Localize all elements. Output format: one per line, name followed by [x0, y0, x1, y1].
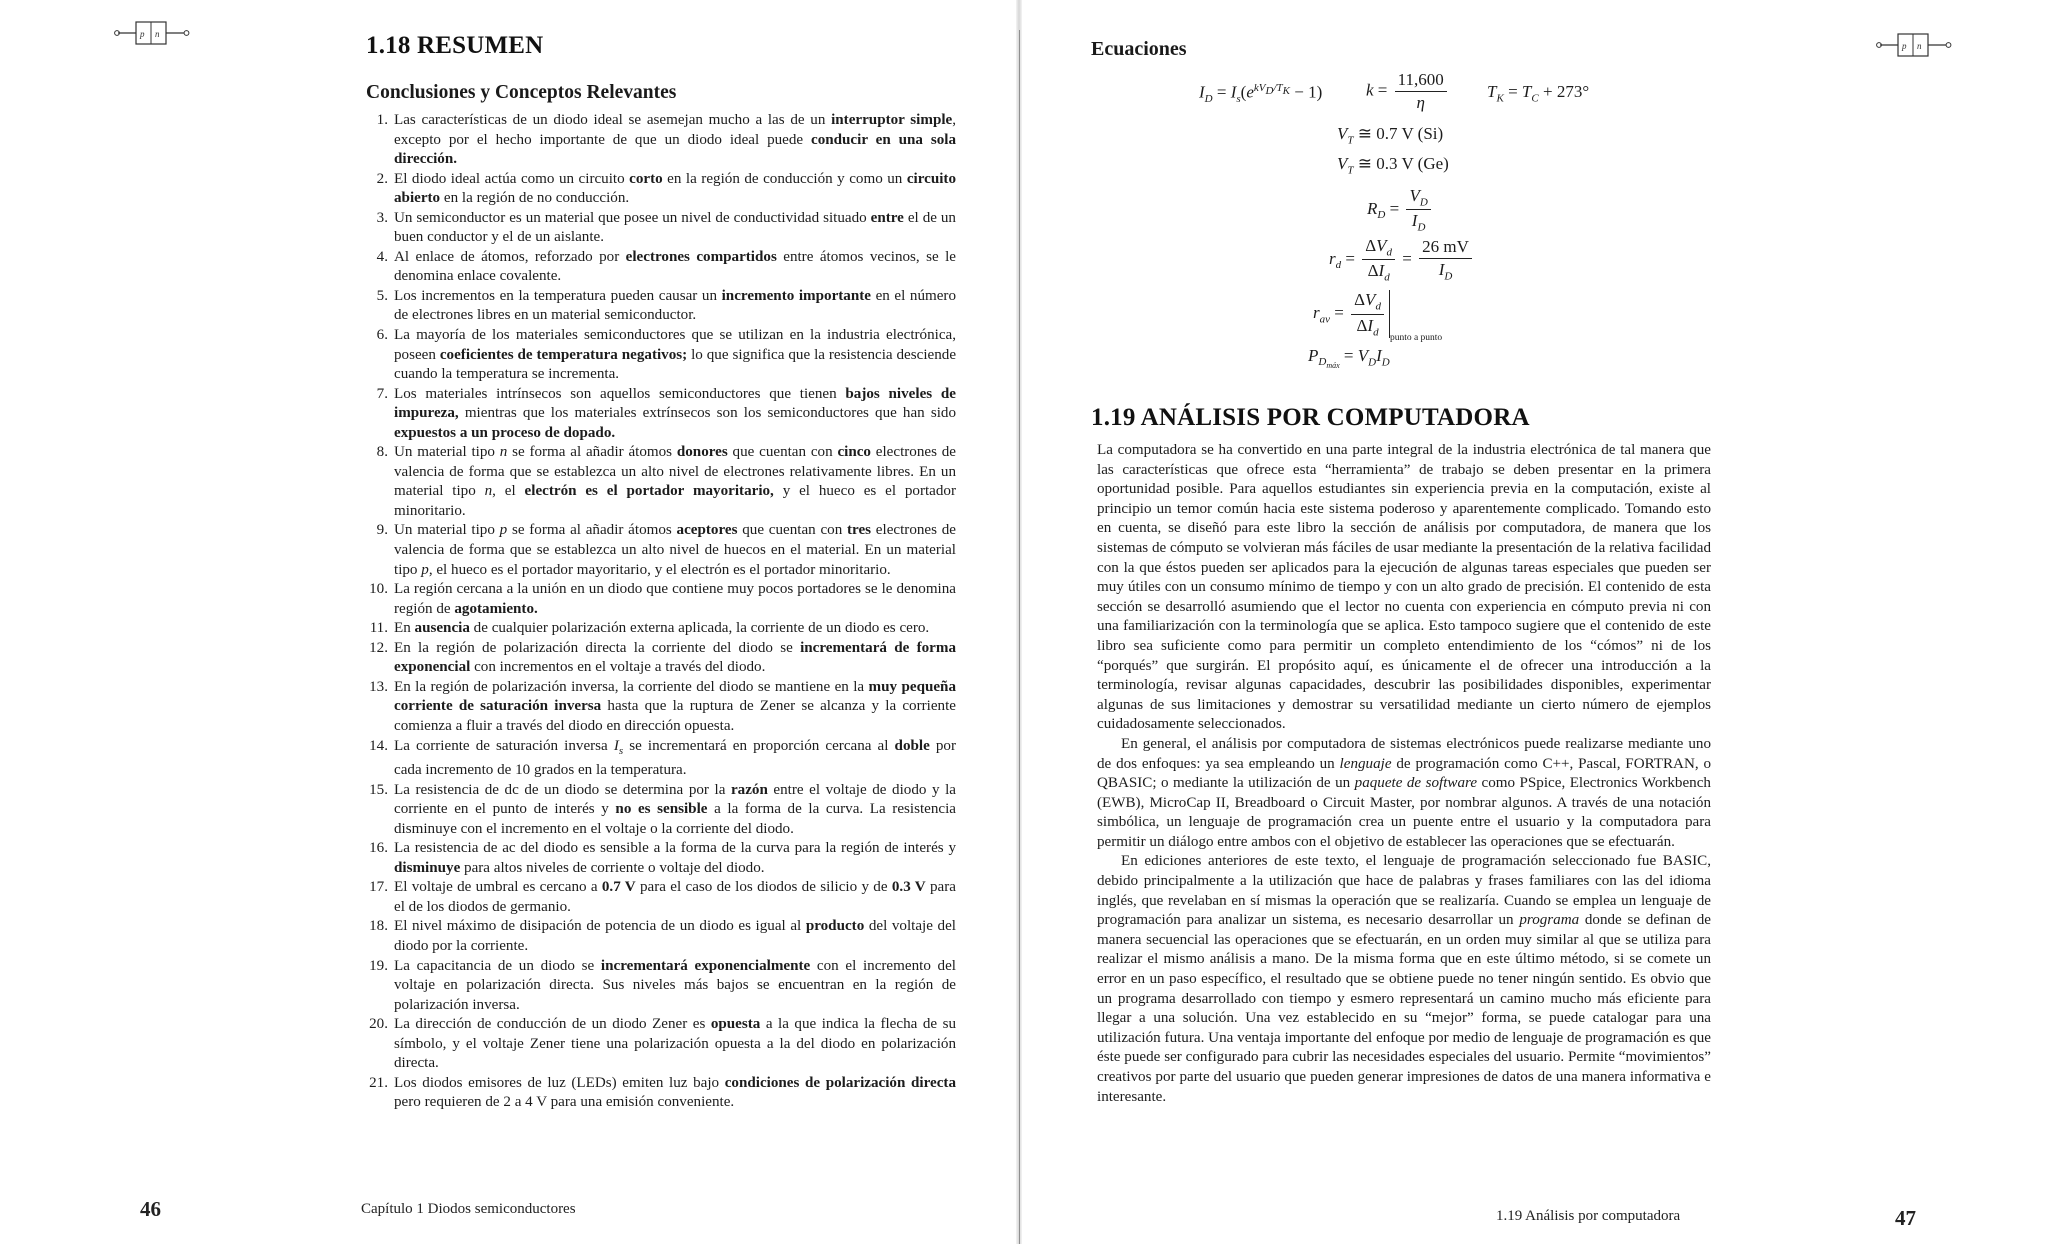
subheading-conclusiones: Conclusiones y Conceptos Relevantes — [366, 82, 677, 103]
conclusion-item — [366, 678, 956, 737]
conclusion-number: 15. — [369, 781, 388, 798]
pn-diode-icon — [112, 18, 192, 48]
conclusion-text: En ausencia de cualquier polarización externa aplicada, la corriente de un diodo es cero. — [394, 620, 930, 637]
conclusion-number: 17. — [369, 879, 388, 896]
conclusion-number: 9. — [376, 522, 388, 539]
conclusion-number: 6. — [376, 327, 388, 344]
conclusion-text: La capacitancia de un diodo se incrementará exponencialmente con el incremento del voltaje en polarización directa. Sus niveles más bajos se encuentran en la región de polarización inversa. — [394, 957, 956, 1013]
vt-ge-value: 0.3 V (Ge) — [1376, 154, 1449, 173]
conclusion-number: 2. — [376, 170, 388, 187]
diode-n-label: n — [155, 29, 160, 39]
conclusion-text: La corriente de saturación inversa $I_s$ se incrementará en proporción cercana al doble por cada incremento de 10 grados en la temperatura. — [394, 737, 956, 779]
vt-si-value: 0.7 V (Si) — [1376, 124, 1444, 143]
conclusion-item — [366, 619, 956, 639]
conclusion-text: El diodo ideal actúa como un circuito corto en la región de conducción y como un circuito abierto en la región de no conducción. — [394, 170, 957, 207]
conclusion-text: Los materiales intrínsecos son aquellos semiconductores que tienen bajos niveles de impureza, mientras que los materiales extrínsecos son los semiconductores que han sido expuestos a un proceso de dopado. — [394, 385, 956, 441]
conclusion-number: 14. — [369, 737, 388, 754]
conclusion-number: 10. — [369, 581, 388, 598]
conclusion-number: 11. — [369, 620, 388, 637]
conclusion-text: Al enlace de átomos, reforzado por electrones compartidos entre átomos vecinos, se le denomina enlace covalente. — [394, 248, 956, 285]
equation-dc-resistance: $R_D$ = $\frac{V_D}{I_D}$ — [1367, 186, 1434, 234]
page-number-left: 46 — [140, 1197, 161, 1221]
conclusion-item — [366, 287, 956, 326]
conclusion-item — [366, 639, 956, 678]
body-paragraph: En ediciones anteriores de este texto, el lenguaje de programación seleccionado fue BASIC, debido principalmente a la utilización que hace de palabras y frases familiares con las del idioma inglés, que revelaban en sí mismas la operación que se realizaría. Cuando se emplea un lenguaje de programación para analizar un sistema, es necesario desarrollar un programa donde se definan de manera secuencial las operaciones que se efectuarán, en un orden muy similar al que se utiliza para realizar el mismo análisis a mano. De la misma forma que en este último método, si se comete un error en un paso específico, el resultado que se obtiene puede no tener ningún sentido. Es obvio que un programa desarrollado con tiempo y esmero representará un camino mucho más eficiente para llegar a una solución. Una vez establecido en su “mejor” forma, se puede catalogar para una utilización futura. Una ventaja importante del enfoque por medio de lenguaje de programación es que éste puede ser configurado para cubrir las necesidades especiales del usuario. Permite “movimientos” creativos por parte del usuario que pueden generar impresiones de datos de una manera informativa e interesante. — [1097, 853, 1711, 1105]
conclusion-item — [366, 170, 956, 209]
conclusion-number: 20. — [369, 1016, 388, 1033]
conclusion-number: 1. — [376, 112, 388, 128]
conclusion-number: 8. — [376, 444, 388, 461]
conclusion-number: 5. — [376, 287, 388, 304]
conclusion-item — [366, 878, 956, 917]
equation-vt-germanium: $V_T$ ≅ 0.3 V (Ge) — [1337, 154, 1449, 177]
conclusion-text: La resistencia de ac del diodo es sensible a la forma de la curva para la región de interés y disminuye para altos niveles de corriente o voltaje del diodo. — [394, 840, 956, 876]
conclusion-text: La resistencia de dc de un diodo se determina por la razón entre el voltaje de diodo y la corriente en el punto de interés y no es sensible a la forma de la curva. La resistencia disminuye con el incremento en el voltaje o la corriente del diodo. — [394, 781, 957, 837]
footer-section: 1.19 Análisis por computadora — [1496, 1208, 1681, 1224]
rav-note: punto a punto — [1389, 332, 1443, 343]
conclusion-number: 7. — [376, 385, 388, 402]
conclusion-number: 18. — [369, 918, 388, 935]
body-paragraph: La computadora se ha convertido en una parte integral de la industria electrónica de tal manera que las características que ofrece esta “herramienta” de trabajo se deben presentar en la primera oportunidad posible. Para aquellos estudiantes sin experiencia previa en la computación, existe al principio un temor común hacia este sistema poderoso y aparentemente complicado. Tomando esto en cuenta, se diseñó para este libro la sección de análisis por computadora, de manera que los sistemas de cómputo se volvieran más fáciles de usar mediante la presentación de la relativa facilidad con la que éstos pueden ser aplicados para la ejecución de algunas tareas especiales que pueden ser muy útiles con un consumo mínimo de tiempo y con un alto grado de precisión. El contenido de esta sección se desarrolló asumiendo que el lector no cuenta con experiencia en cómputo previa ni con una familiarización con la terminología que se aplica. Esto tampoco sugiere que el contenido de este libro sea suficiente como para permitir un completo entendimiento de los “cómos” ni de los “porqués” que surgirán. El propósito aquí, es únicamente el de ofrecer una introducción a la terminología, revisar algunas capacidades, descubrir las posibilidades disponibles, experimentar algunas de sus limitaciones y demostrar su versatilidad mediante un cierto número de ejemplos cuidadosamente seleccionados. — [1097, 442, 1711, 733]
conclusion-item — [366, 248, 956, 287]
conclusion-item — [366, 443, 956, 521]
equations-heading: Ecuaciones — [1091, 38, 1187, 60]
conclusion-text: La región cercana a la unión en un diodo que contiene muy pocos portadores se le denomina región de agotamiento. — [394, 581, 956, 617]
conclusion-text: Los incrementos en la temperatura pueden causar un incremento importante en el número de electrones libres en un material semiconductor. — [394, 287, 956, 324]
gutter-line — [1019, 30, 1020, 1244]
conclusion-number: 3. — [376, 209, 388, 226]
equation-max-power: $P_{D_{máx}} = V_DI_D$ — [1308, 346, 1390, 371]
conclusion-item — [366, 917, 956, 956]
conclusion-number: 12. — [369, 639, 388, 656]
diode-p-label: p — [140, 29, 145, 39]
conclusion-text: Un material tipo n se forma al añadir átomos donores que cuentan con cinco electrones de valencia de forma que se establezca un alto nivel de electrones relativamente libres. En un material tipo n, el electrón es el portador mayoritario, y el hueco es el portador minoritario. — [394, 444, 957, 519]
page-number-right: 47 — [1895, 1206, 1916, 1230]
conclusion-number: 16. — [369, 840, 388, 857]
pmax-sub: máx — [1326, 361, 1340, 371]
conclusion-item — [366, 737, 956, 781]
conclusion-text: En la región de polarización inversa, la corriente del diodo se mantiene en la muy pequeña corriente de saturación inversa hasta que la ruptura de Zener se alcanza y la corriente comienza a fluir a través del diodo en dirección opuesta. — [394, 678, 956, 734]
equation-diode-current: $I_D = I_s(e^{kV_D/T_K} - 1)$ — [1199, 82, 1323, 106]
conclusion-item — [366, 111, 956, 170]
left-page — [0, 0, 1018, 1244]
section-title-resumen: 1.18 RESUMEN — [366, 32, 544, 59]
footer-chapter: Capítulo 1 Diodos semiconductores — [361, 1201, 576, 1217]
conclusion-item — [366, 521, 956, 580]
k-numerator: 11,600 — [1395, 70, 1447, 92]
conclusions-list — [366, 111, 956, 1113]
equation-average-resistance: $r_{av}$ = $\frac{\Delta V_d}{\Delta I_d}$ $_{punto a punto}$ — [1313, 290, 1443, 343]
conclusion-item — [366, 209, 956, 248]
conclusion-item — [366, 781, 956, 840]
conclusion-text: La mayoría de los materiales semiconductores que se utilizan en la industria electrónica, poseen coeficientes de temperatura negativos; lo que significa que la resistencia desciende cuando la temperatura se incrementa. — [394, 327, 957, 383]
conclusion-item — [366, 580, 956, 619]
diode-n-label-right: n — [1917, 41, 1922, 51]
conclusion-item — [366, 839, 956, 878]
conclusion-item — [366, 957, 956, 1016]
rd-numerator: 26 mV — [1419, 237, 1472, 259]
conclusion-text: Un material tipo p se forma al añadir átomos aceptores que cuentan con tres electrones de valencia de forma que se establezca un alto nivel de huecos en el material. En un material tipo p, el hueco es el portador mayoritario, y el electrón es el portador minoritario. — [394, 522, 956, 578]
conclusion-item — [366, 326, 956, 385]
conclusion-text: El voltaje de umbral es cercano a 0.7 V para el caso de los diodos de silicio y de 0.3 V para el de los diodos de germanio. — [394, 879, 956, 915]
conclusion-number: 19. — [369, 957, 388, 974]
conclusion-number: 13. — [369, 678, 388, 695]
equation-k: k = $\frac{11,600}{\eta}$ — [1366, 70, 1450, 113]
conclusion-text: En la región de polarización directa la corriente del diodo se incrementará de forma exponencial con incrementos en el voltaje a través del diodo. — [394, 639, 956, 676]
equation-ac-resistance: $r_d$ = $\frac{\Delta V_d}{\Delta I_d}$ = $\frac{26 mV}{I_D}$ — [1329, 236, 1475, 284]
conclusion-item — [366, 1015, 956, 1074]
conclusion-number: 4. — [376, 248, 388, 265]
conclusion-text: Los diodos emisores de luz (LEDs) emiten luz bajo condiciones de polarización directa pero requieren de 2 a 4 V para una emisión conveniente. — [394, 1074, 956, 1111]
conclusion-number: 21. — [369, 1074, 388, 1091]
conclusion-text: El nivel máximo de disipación de potencia de un diodo es igual al producto del voltaje del diodo por la corriente. — [394, 918, 956, 954]
conclusion-text: Un semiconductor es un material que posee un nivel de conductividad situado entre el de un buen conductor y el de un aislante. — [394, 209, 956, 246]
pn-diode-icon-right — [1874, 30, 1954, 60]
equation-vt-silicon: $V_T$ ≅ 0.7 V (Si) — [1337, 124, 1444, 147]
tk-offset: 273° — [1556, 82, 1590, 101]
conclusion-item — [366, 1074, 956, 1113]
conclusion-text: Las características de un diodo ideal se asemejan mucho a las de un interruptor simple, excepto por el hecho importante de que un diodo ideal puede conducir en una sola dirección. — [394, 112, 957, 168]
equation-temperature-kelvin: $T_K = T_C + 273^\circ$ — [1487, 82, 1590, 105]
computer-analysis-body — [1097, 441, 1711, 1107]
conclusion-text: La dirección de conducción de un diodo Zener es opuesta a la que indica la flecha de su símbolo, y el voltaje Zener tiene una polarización opuesta a la del diodo en polarización directa. — [394, 1016, 956, 1072]
conclusion-item — [366, 385, 956, 444]
diode-p-label-right: p — [1902, 41, 1907, 51]
body-paragraph: En general, el análisis por computadora de sistemas electrónicos puede realizarse mediante uno de dos enfoques: ya sea empleando un lenguaje de programación como C++, Pascal, FORTRAN, o QBASIC; o mediante la utilización de un paquete de software como PSpice, Electronics Workbench (EWB), MicroCap II, Breadboard o Circuit Master, por nombrar algunos. A través de una notación simbólica, un lenguaje de programación crea un puente entre el usuario y la computadora para permitir un diálogo entre ambos con el objetivo de establecer las operaciones que se efectuarán. — [1097, 735, 1712, 850]
section-title-analisis: 1.19 ANÁLISIS POR COMPUTADORA — [1091, 404, 1530, 431]
